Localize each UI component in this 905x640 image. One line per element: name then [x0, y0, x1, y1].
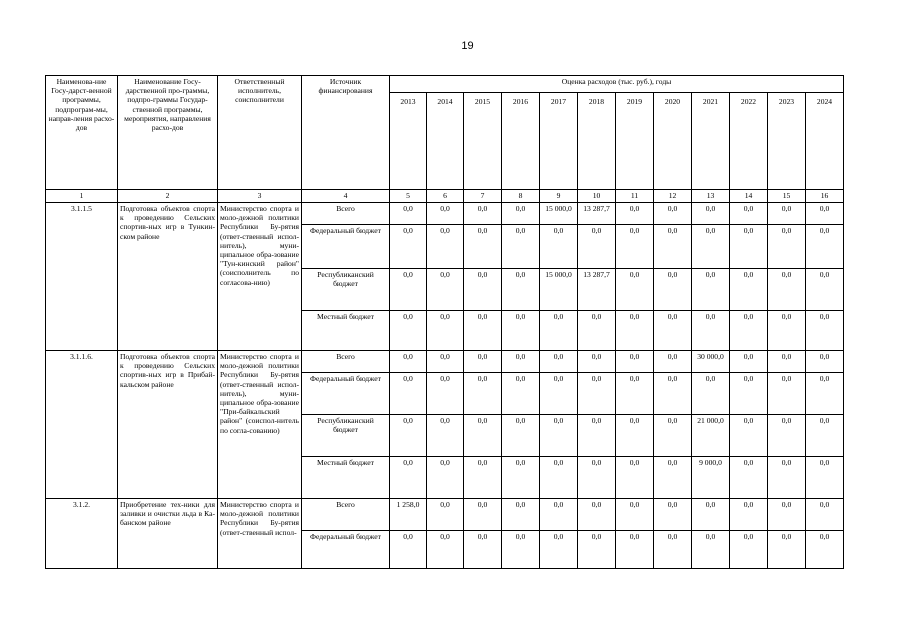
expense-value: 0,0: [692, 269, 730, 311]
expense-value: 0,0: [502, 373, 540, 415]
expense-value: 0,0: [616, 373, 654, 415]
expense-value: 0,0: [427, 269, 464, 311]
header-source: Источник финансирования: [302, 76, 390, 190]
header-year: 2018: [578, 93, 616, 190]
expense-value: 0,0: [464, 373, 502, 415]
expense-value: 30 000,0: [692, 351, 730, 373]
expense-value: 0,0: [427, 499, 464, 531]
expense-value: 0,0: [464, 531, 502, 569]
expense-value: 0,0: [616, 531, 654, 569]
expense-value: 0,0: [654, 311, 692, 351]
expense-value: 0,0: [692, 373, 730, 415]
column-number: 5: [390, 190, 427, 203]
expense-value: 15 000,0: [540, 269, 578, 311]
expense-value: 0,0: [390, 351, 427, 373]
header-year: 2016: [502, 93, 540, 190]
expense-value: 0,0: [768, 203, 806, 225]
expense-value: 0,0: [730, 373, 768, 415]
expense-value: 0,0: [806, 499, 844, 531]
expense-value: 0,0: [502, 415, 540, 457]
expense-value: 0,0: [464, 415, 502, 457]
expense-value: 0,0: [540, 351, 578, 373]
expense-value: 0,0: [730, 203, 768, 225]
column-number: 14: [730, 190, 768, 203]
expense-value: 0,0: [540, 499, 578, 531]
expense-value: 0,0: [616, 225, 654, 269]
column-number: 11: [616, 190, 654, 203]
expense-value: 0,0: [654, 457, 692, 499]
expense-value: 13 287,7: [578, 269, 616, 311]
expense-value: 0,0: [427, 373, 464, 415]
expense-value: 0,0: [464, 351, 502, 373]
expense-value: 0,0: [806, 457, 844, 499]
expense-value: 0,0: [768, 499, 806, 531]
expense-value: 0,0: [390, 373, 427, 415]
expense-value: 0,0: [578, 351, 616, 373]
expense-value: 0,0: [654, 415, 692, 457]
column-number: 15: [768, 190, 806, 203]
expenditure-table: [45, 75, 844, 569]
expense-value: 0,0: [692, 499, 730, 531]
expense-value: 0,0: [654, 203, 692, 225]
expense-value: 0,0: [806, 203, 844, 225]
expense-value: 0,0: [390, 531, 427, 569]
expense-value: 0,0: [540, 311, 578, 351]
expense-value: 0,0: [578, 415, 616, 457]
expense-value: 0,0: [390, 269, 427, 311]
expense-value: 0,0: [654, 499, 692, 531]
expense-value: 0,0: [427, 311, 464, 351]
expense-value: 0,0: [768, 531, 806, 569]
expense-value: 0,0: [654, 351, 692, 373]
expense-value: 0,0: [806, 351, 844, 373]
expense-value: 0,0: [390, 311, 427, 351]
expense-value: 0,0: [464, 311, 502, 351]
expense-value: 0,0: [616, 311, 654, 351]
expense-value: 0,0: [768, 373, 806, 415]
expense-value: 0,0: [616, 203, 654, 225]
expense-value: 0,0: [768, 351, 806, 373]
item-executor: Министерство спорта и моло-дежной политики Республики Бу-рятия (ответ-ственный испол-нитель), муни-ципальное обра-зование "Тун-кинский район" (соисполнитель по согласова-нию): [218, 203, 302, 351]
expense-value: 0,0: [730, 531, 768, 569]
expense-value: 0,0: [692, 203, 730, 225]
item-code: 3.1.1.5: [46, 203, 118, 351]
funding-source: Федеральный бюджет: [302, 225, 390, 269]
expense-value: 0,0: [654, 531, 692, 569]
header-name: Наименование Госу-дарственной про-граммы, подпро-граммы Государ-ственной программы, мероприятия, направления расхо-дов: [118, 76, 218, 190]
funding-source: Местный бюджет: [302, 311, 390, 351]
funding-source: Республиканский бюджет: [302, 269, 390, 311]
expense-value: 0,0: [768, 269, 806, 311]
expense-value: 1 258,0: [390, 499, 427, 531]
expense-value: 0,0: [730, 351, 768, 373]
expense-value: 0,0: [427, 531, 464, 569]
expense-value: 0,0: [692, 311, 730, 351]
expense-value: 0,0: [464, 457, 502, 499]
expense-value: 0,0: [616, 351, 654, 373]
expense-value: 0,0: [578, 499, 616, 531]
table-row: [46, 203, 844, 225]
header-year: 2019: [616, 93, 654, 190]
expense-value: 0,0: [806, 415, 844, 457]
expense-value: 0,0: [616, 457, 654, 499]
funding-source: Федеральный бюджет: [302, 373, 390, 415]
expense-value: 0,0: [654, 269, 692, 311]
expense-value: 0,0: [427, 351, 464, 373]
expense-value: 0,0: [806, 269, 844, 311]
header-program: Наименова-ние Госу-дарст-венной программы, подпрограм-мы, направ-ления расхо-дов: [46, 76, 118, 190]
header-year: 2024: [806, 93, 844, 190]
expense-value: 0,0: [692, 531, 730, 569]
expense-value: 0,0: [502, 269, 540, 311]
column-number: 8: [502, 190, 540, 203]
expense-value: 9 000,0: [692, 457, 730, 499]
expense-value: 0,0: [502, 311, 540, 351]
expense-value: 0,0: [578, 531, 616, 569]
column-number: 16: [806, 190, 844, 203]
item-code: 3.1.1.6.: [46, 351, 118, 499]
table-row: [46, 499, 844, 531]
expense-value: 0,0: [464, 225, 502, 269]
expense-value: 0,0: [578, 373, 616, 415]
expense-value: 0,0: [768, 457, 806, 499]
expense-value: 0,0: [502, 499, 540, 531]
expense-value: 0,0: [464, 269, 502, 311]
page-number: 19: [461, 40, 474, 52]
expense-value: 0,0: [806, 373, 844, 415]
funding-source: Федеральный бюджет: [302, 531, 390, 569]
expense-value: 0,0: [540, 373, 578, 415]
expense-value: 0,0: [730, 499, 768, 531]
expense-value: 0,0: [502, 531, 540, 569]
expense-value: 0,0: [730, 269, 768, 311]
expense-value: 0,0: [464, 203, 502, 225]
expense-value: 0,0: [692, 225, 730, 269]
column-number: 4: [302, 190, 390, 203]
expense-value: 0,0: [616, 499, 654, 531]
expense-value: 0,0: [578, 457, 616, 499]
header-year: 2017: [540, 93, 578, 190]
item-code: 3.1.2.: [46, 499, 118, 569]
expense-value: 0,0: [502, 225, 540, 269]
header-year: 2013: [390, 93, 427, 190]
expense-value: 0,0: [654, 373, 692, 415]
expense-value: 0,0: [502, 351, 540, 373]
header-year: 2022: [730, 93, 768, 190]
header-year: 2021: [692, 93, 730, 190]
funding-source: Республиканский бюджет: [302, 415, 390, 457]
expense-value: 21 000,0: [692, 415, 730, 457]
expense-value: 0,0: [730, 457, 768, 499]
expense-value: 0,0: [806, 311, 844, 351]
expense-value: 0,0: [390, 203, 427, 225]
expense-value: 0,0: [730, 311, 768, 351]
header-estimate: Оценка расходов (тыс. руб.), годы: [390, 76, 844, 93]
funding-source: Всего: [302, 351, 390, 373]
expense-value: 0,0: [730, 415, 768, 457]
expense-value: 15 000,0: [540, 203, 578, 225]
item-name: Приобретение тех-ники для заливки и очистки льда в Ка-банском районе: [118, 499, 218, 569]
funding-source: Всего: [302, 203, 390, 225]
header-year: 2020: [654, 93, 692, 190]
item-name: Подготовка объектов спорта к проведению Сельских спортив-ных игр в Прибай-кальском районе: [118, 351, 218, 499]
expense-value: 0,0: [427, 457, 464, 499]
item-name: Подготовка объектов спорта к проведению Сельских спортив-ных игр в Тункин-ском районе: [118, 203, 218, 351]
expense-value: 0,0: [616, 269, 654, 311]
column-number: 10: [578, 190, 616, 203]
expense-value: 0,0: [540, 225, 578, 269]
funding-source: Местный бюджет: [302, 457, 390, 499]
expense-value: 0,0: [578, 311, 616, 351]
funding-source: Всего: [302, 499, 390, 531]
expense-value: 0,0: [464, 499, 502, 531]
expense-value: 0,0: [768, 225, 806, 269]
expense-value: 0,0: [502, 457, 540, 499]
expense-value: 0,0: [768, 415, 806, 457]
expense-value: 0,0: [390, 225, 427, 269]
header-executor: Ответственный исполнитель, соисполнители: [218, 76, 302, 190]
item-executor: Министерство спорта и моло-дежной политики Республики Бу-рятия (ответ-ственный испол-нитель), муни-ципальное обра-зование "При-байкальский район" (соиспол-нитель по согла-сованию): [218, 351, 302, 499]
expense-value: 0,0: [427, 415, 464, 457]
expense-value: 0,0: [427, 203, 464, 225]
column-number: 1: [46, 190, 118, 203]
expense-value: 0,0: [578, 225, 616, 269]
expense-value: 0,0: [427, 225, 464, 269]
expense-value: 0,0: [540, 531, 578, 569]
expense-value: 0,0: [540, 457, 578, 499]
expense-value: 0,0: [654, 225, 692, 269]
expense-value: 0,0: [390, 457, 427, 499]
expense-value: 13 287,7: [578, 203, 616, 225]
column-number: 6: [427, 190, 464, 203]
expense-value: 0,0: [390, 415, 427, 457]
expense-value: 0,0: [806, 531, 844, 569]
expense-value: 0,0: [616, 415, 654, 457]
column-number: 2: [118, 190, 218, 203]
table-row: [46, 351, 844, 373]
expense-value: 0,0: [768, 311, 806, 351]
column-number: 9: [540, 190, 578, 203]
item-executor: Министерство спорта и моло-дежной политики Республики Бу-рятия (ответ-ственный испол-: [218, 499, 302, 569]
header-year: 2015: [464, 93, 502, 190]
column-number: 12: [654, 190, 692, 203]
column-number: 7: [464, 190, 502, 203]
expense-value: 0,0: [540, 415, 578, 457]
expense-value: 0,0: [502, 203, 540, 225]
header-year: 2023: [768, 93, 806, 190]
expense-value: 0,0: [806, 225, 844, 269]
expense-value: 0,0: [730, 225, 768, 269]
header-year: 2014: [427, 93, 464, 190]
column-number: 3: [218, 190, 302, 203]
column-number: 13: [692, 190, 730, 203]
